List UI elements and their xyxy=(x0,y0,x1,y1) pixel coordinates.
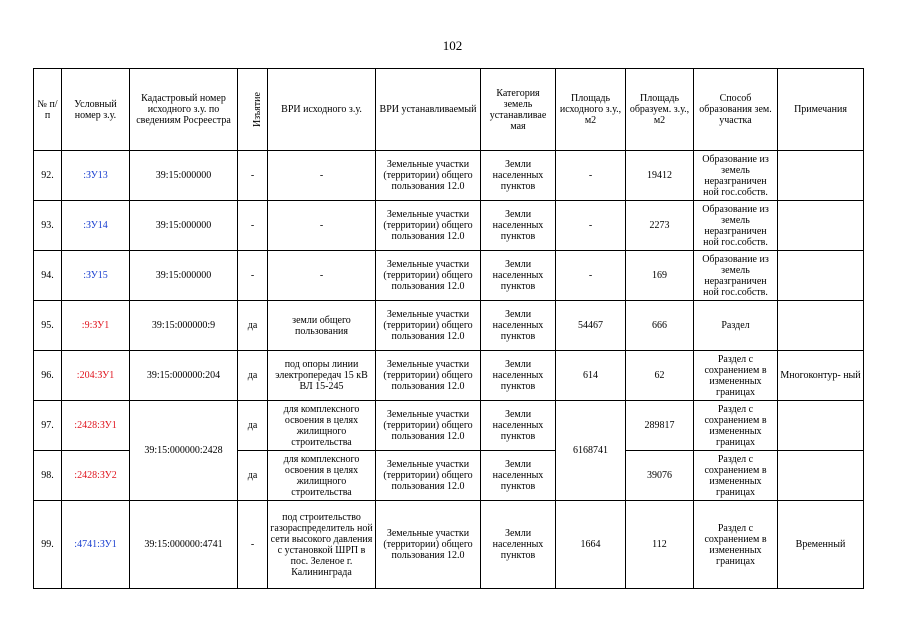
cell-cond: :9:ЗУ1 xyxy=(62,301,130,351)
cell-n: 97. xyxy=(34,401,62,451)
cell-area-src: 614 xyxy=(556,351,626,401)
cell-area-new: 289817 xyxy=(626,401,694,451)
cell-n: 98. xyxy=(34,451,62,501)
cell-vri-new: Земельные участки (территории) общего пользования 12.0 xyxy=(376,401,481,451)
cell-vri-new: Земельные участки (территории) общего пользования 12.0 xyxy=(376,201,481,251)
cell-seize: да xyxy=(238,351,268,401)
cell-notes xyxy=(778,451,864,501)
cell-cad: 39:15:000000 xyxy=(130,251,238,301)
cell-cad: 39:15:000000 xyxy=(130,151,238,201)
cell-cad: 39:15:000000:4741 xyxy=(130,501,238,589)
cell-method: Раздел с сохранением в измененных границах xyxy=(694,351,778,401)
cell-category: Земли населенных пунктов xyxy=(481,401,556,451)
cell-area-src: 1664 xyxy=(556,501,626,589)
cell-vri-src: для комплексного освоения в целях жилищного строительства xyxy=(268,401,376,451)
header-seize xyxy=(238,69,268,151)
cell-seize: да xyxy=(238,401,268,451)
cell-method: Образование из земель неразграничен ной гос.собств. xyxy=(694,251,778,301)
cell-method: Раздел с сохранением в измененных границах xyxy=(694,501,778,589)
cell-category: Земли населенных пунктов xyxy=(481,351,556,401)
cell-vri-src: земли общего пользования xyxy=(268,301,376,351)
cell-seize: - xyxy=(238,151,268,201)
cell-cond: :2428:ЗУ1 xyxy=(62,401,130,451)
cell-category: Земли населенных пунктов xyxy=(481,451,556,501)
cell-cad: 39:15:000000:9 xyxy=(130,301,238,351)
cell-seize: да xyxy=(238,451,268,501)
cell-method: Раздел с сохранением в измененных границах xyxy=(694,451,778,501)
cell-seize: - xyxy=(238,201,268,251)
table-row xyxy=(34,351,864,401)
cell-seize: - xyxy=(238,251,268,301)
header-method: Способ образования зем. участка xyxy=(694,69,778,151)
page-number: 102 xyxy=(442,38,463,53)
cell-cond: :ЗУ14 xyxy=(62,201,130,251)
header-cad: Кадастровый номер исходного з.у. по сведениям Росреестра xyxy=(130,69,238,151)
header-notes: Примечания xyxy=(778,69,864,151)
table-row xyxy=(34,251,864,301)
table-row xyxy=(34,501,864,589)
cell-method: Раздел xyxy=(694,301,778,351)
cell-category: Земли населенных пунктов xyxy=(481,251,556,301)
cell-category: Земли населенных пунктов xyxy=(481,201,556,251)
cell-area-src: - xyxy=(556,251,626,301)
header-vri-src: ВРИ исходного з.у. xyxy=(268,69,376,151)
cell-n: 92. xyxy=(34,151,62,201)
cell-notes xyxy=(778,201,864,251)
header-category: Категория земель устанавливае мая xyxy=(481,69,556,151)
cell-vri-src: - xyxy=(268,201,376,251)
cell-area-src-merged: 6168741 xyxy=(556,401,626,501)
cell-category: Земли населенных пунктов xyxy=(481,301,556,351)
cell-area-src: 54467 xyxy=(556,301,626,351)
cell-vri-src: - xyxy=(268,151,376,201)
header-vri-new: ВРИ устанавливаемый xyxy=(376,69,481,151)
cell-cad: 39:15:000000:204 xyxy=(130,351,238,401)
cell-area-new: 39076 xyxy=(626,451,694,501)
header-seize-label: Изъятие xyxy=(251,92,263,127)
table-row xyxy=(34,301,864,351)
cell-notes xyxy=(778,401,864,451)
cell-n: 99. xyxy=(34,501,62,589)
cell-cond: :204:ЗУ1 xyxy=(62,351,130,401)
cell-notes xyxy=(778,151,864,201)
cell-vri-new: Земельные участки (территории) общего пользования 12.0 xyxy=(376,251,481,301)
cell-cad-merged: 39:15:000000:2428 xyxy=(130,401,238,501)
header-row xyxy=(34,69,864,151)
cell-n: 95. xyxy=(34,301,62,351)
cell-method: Раздел с сохранением в измененных границах xyxy=(694,401,778,451)
header-area-new: Площадь образуем. з.у., м2 xyxy=(626,69,694,151)
cell-area-new: 666 xyxy=(626,301,694,351)
table-row xyxy=(34,151,864,201)
cell-notes: Многоконтур- ный xyxy=(778,351,864,401)
cell-cond: :2428:ЗУ2 xyxy=(62,451,130,501)
land-plots-table xyxy=(33,68,864,589)
cell-vri-new: Земельные участки (территории) общего пользования 12.0 xyxy=(376,451,481,501)
cell-area-new: 62 xyxy=(626,351,694,401)
table-row xyxy=(34,401,864,451)
header-area-src: Площадь исходного з.у., м2 xyxy=(556,69,626,151)
cell-area-src: - xyxy=(556,201,626,251)
cell-cad: 39:15:000000 xyxy=(130,201,238,251)
cell-method: Образование из земель неразграничен ной гос.собств. xyxy=(694,151,778,201)
cell-method: Образование из земель неразграничен ной гос.собств. xyxy=(694,201,778,251)
cell-vri-src: - xyxy=(268,251,376,301)
cell-cond: :ЗУ13 xyxy=(62,151,130,201)
header-cond: Условный номер з.у. xyxy=(62,69,130,151)
cell-vri-new: Земельные участки (территории) общего пользования 12.0 xyxy=(376,301,481,351)
cell-area-src: - xyxy=(556,151,626,201)
cell-vri-src: для комплексного освоения в целях жилищного строительства xyxy=(268,451,376,501)
cell-area-new: 112 xyxy=(626,501,694,589)
cell-vri-new: Земельные участки (территории) общего пользования 12.0 xyxy=(376,351,481,401)
cell-n: 93. xyxy=(34,201,62,251)
cell-seize: да xyxy=(238,301,268,351)
cell-area-new: 2273 xyxy=(626,201,694,251)
table-row xyxy=(34,201,864,251)
cell-n: 96. xyxy=(34,351,62,401)
cell-vri-new: Земельные участки (территории) общего пользования 12.0 xyxy=(376,151,481,201)
cell-vri-src: под строительство газораспределитель ной сети высокого давления с установкой ШРП в пос. Зеленое г. Калининграда xyxy=(268,501,376,589)
cell-category: Земли населенных пунктов xyxy=(481,151,556,201)
cell-vri-src: под опоры линии электропередач 15 кВ ВЛ 15-245 xyxy=(268,351,376,401)
header-n: № п/п xyxy=(34,69,62,151)
cell-area-new: 169 xyxy=(626,251,694,301)
cell-cond: :4741:ЗУ1 xyxy=(62,501,130,589)
cell-notes xyxy=(778,301,864,351)
cell-n: 94. xyxy=(34,251,62,301)
cell-vri-new: Земельные участки (территории) общего пользования 12.0 xyxy=(376,501,481,589)
cell-category: Земли населенных пунктов xyxy=(481,501,556,589)
cell-cond: :ЗУ15 xyxy=(62,251,130,301)
cell-area-new: 19412 xyxy=(626,151,694,201)
cell-notes xyxy=(778,251,864,301)
cell-seize: - xyxy=(238,501,268,589)
cell-notes: Временный xyxy=(778,501,864,589)
